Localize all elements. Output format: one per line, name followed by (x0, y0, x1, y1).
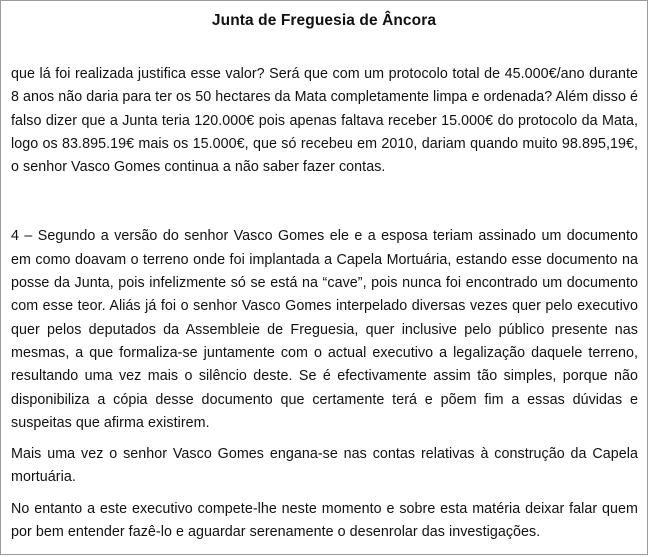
paragraph-spacer (11, 179, 638, 225)
page-header-title: Junta de Freguesia de Âncora (211, 12, 437, 29)
paragraph-3: Mais uma vez o senhor Vasco Gomes engana-se nas contas relativas à construção da Capela mortuária. (11, 446, 638, 486)
paragraph-4: No entanto a este executivo compete-lhe neste momento e sobre esta matéria deixar falar quem por bem entender fazê-lo e aguardar serenamente o desenrolar das investigações. (11, 500, 638, 541)
document-body (11, 63, 638, 544)
paragraph-spacer (11, 490, 638, 498)
paragraph-spacer (11, 435, 638, 443)
paragraph-1: que lá foi realizada justifica esse valor? Será que com um protocolo total de 45.000€/ano durante 8 anos não daria para ter os 50 hectares da Mata completamente limpa e ordenada? Além disso é falso dizer que a Junta teria 120.000€ pois apenas faltava receber 15.000€ do protocolo da Mata, logo os 83.895.19€ mais os 15.000€, que só recebeu em 2010, dariam quando muito 98.895,19€, o senhor Vasco Gomes continua a não saber fazer contas. (11, 66, 638, 176)
paragraph-2: 4 – Segundo a versão do senhor Vasco Gomes ele e a esposa teriam assinado um documento em como doavam o terreno onde foi implantada a Capela Mortuária, estando esse documento na posse da Junta, pois infelizmente só se está na “cave”, pois nunca foi encontrado um documento com esse teor. Aliás já foi o senhor Vasco Gomes interpelado diversas vezes quer pelo executivo quer pelos deputados da Assembleie de Freguesia, quer inclusive pelo público presente nas mesmas, a que formaliza-se juntamente com o actual executivo a legalização daquele terreno, resultando uma vez mais o silêncio deste. Se é efectivamente assim tão simples, porque não disponibiliza a cópia desse documento que certamente terá e põem fim a essas dúvidas e suspeitas que afirma existirem. (11, 228, 638, 431)
